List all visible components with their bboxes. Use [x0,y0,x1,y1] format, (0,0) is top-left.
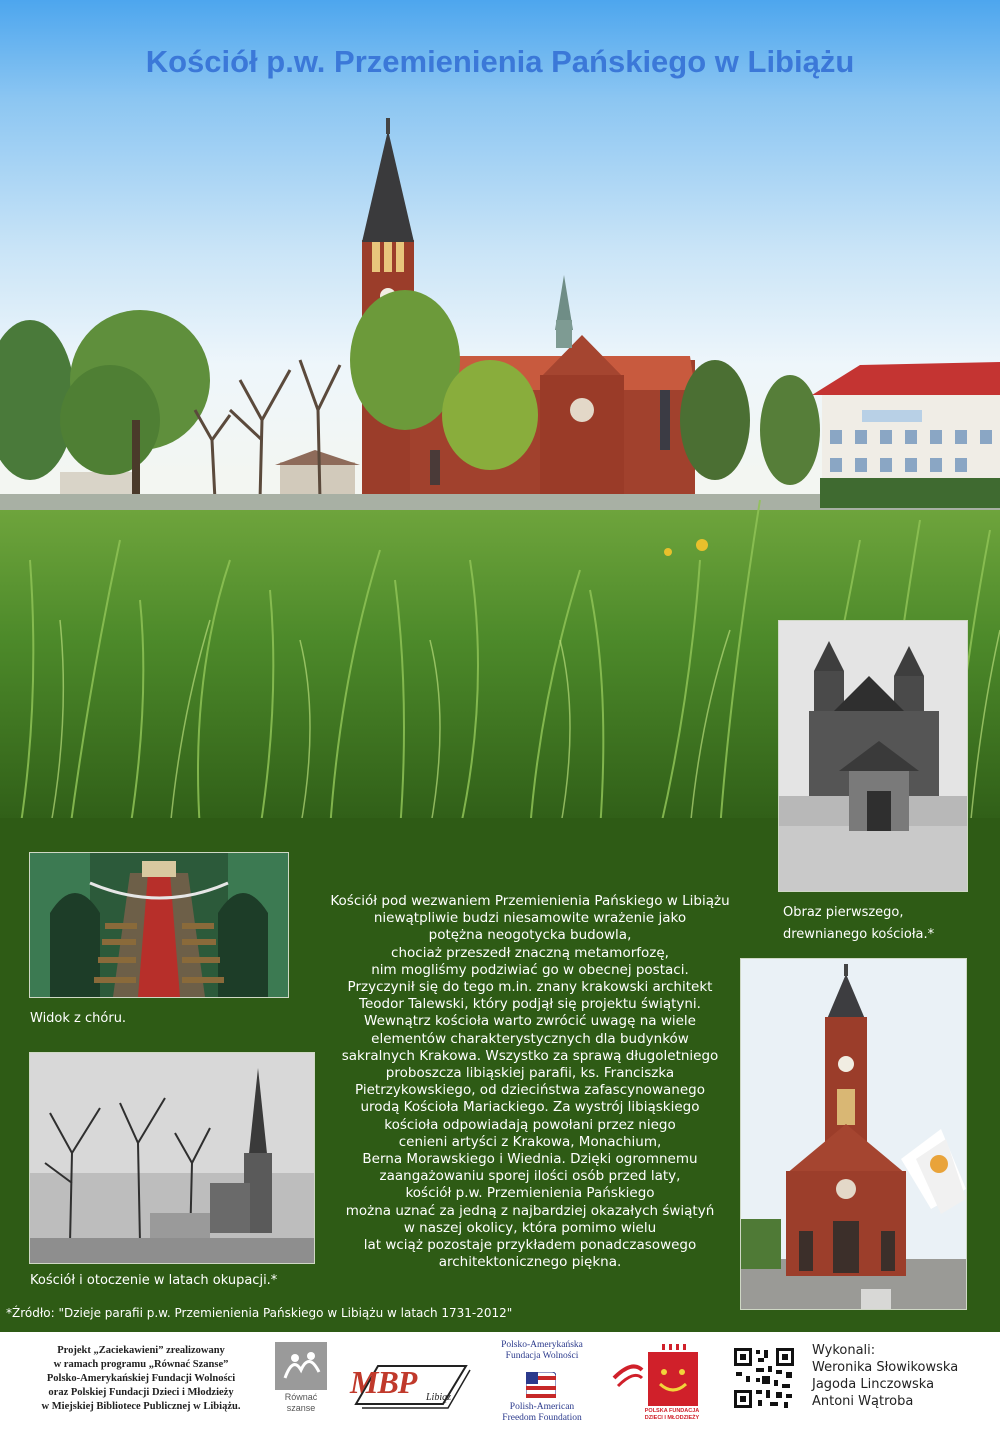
paff-pl-1: Polsko-Amerykańska [501,1340,583,1350]
main-text: Kościół pod wezwaniem Przemienienia Pańskiego w Libiążu niewątpliwie budzi niesamowite wrażenie jako potężna neogotycka budowla, chociaż przeszedł znaczną metamorfozę, nim mogliśmy podziwiać go w obecnej postaci. Przyczynił się do tego m.in. znany krakowski architekt Teodor Talewski, który podjął się projektu świątyni. Wewnątrz kościoła warto zwrócić uwagę na wiele elementów charakterystycznych dla budynków sakralnych Krakowa. Wszystko za sprawą długoletniego proboszcza libiąskiej parafii, ks. Franciszka Pietrzykowskiego, od dzieciństwa zafascynowanego urodą Kościoła Mariackiego. Za wystrój libiąskiego kościoła odpowiadają powołani przez niego cenieni artyści z Krakowa, Monachium, Berna Morawskiego i Wiednia. Dzięki ogromnemu zaangażowaniu sporej ilości osób przed laty, kościół p.w. Przemienienia Pańskiego można uznać za jedną z najbardziej okazałych świątyń w naszej okolicy, która pomimo wielu lat wciąż pozostaje przykładem ponadczasowego architektonicznego piękna. [330,893,730,1271]
photo-interior-choir [29,852,289,998]
qr-code[interactable] [732,1346,796,1410]
authors-block [812,1342,958,1410]
qr-code-icon [732,1346,796,1410]
project-info: Projekt „Zaciekawieni” zrealizowany w ramach programu „Równać Szanse” Polsko-Amerykańskiej Fundacji Wolności oraz Polskiej Fundacji Dzieci i Młodzieży w Miejskiej Bibliotece Publicznej w Libiążu. [41,1345,241,1412]
mbp-text: MBP [350,1364,417,1400]
author-2: Jagoda Linczowska [812,1377,935,1392]
rownac-szanse-logo [275,1342,327,1420]
flag-icon [526,1372,556,1398]
caption-choir: Widok z chóru. [30,1011,127,1026]
source-note: *Źródło: "Dzieje parafii p.w. Przemienienia Pańskiego w Libiążu w latach 1731-2012" [6,1306,513,1320]
caption-wooden-church-1: Obraz pierwszego, [783,905,904,920]
authors-label: Wykonali: [812,1343,876,1358]
footer [0,1332,1000,1429]
mbp-subtext: Libiąż [426,1392,452,1403]
rownac-label-1: Równać [284,1392,318,1402]
rownac-label-2: szanse [286,1403,316,1413]
photo-occupation [29,1052,315,1264]
author-1: Weronika Słowikowska [812,1360,959,1375]
pfdim-text-1: POLSKA FUNDACJA [644,1408,700,1414]
photo-wooden-church [778,620,968,892]
page-title: Kościół p.w. Przemienienia Pańskiego w Libiążu [145,44,855,79]
author-3: Antoni Wątroba [812,1394,914,1409]
paff-logo [486,1340,598,1426]
pfdim-text-2: DZIECI I MŁODZIEŻY [644,1415,700,1421]
pfdim-logo [612,1342,704,1426]
rownac-szanse-icon [275,1342,327,1390]
caption-wooden-church-2: drewnianego kościoła.* [783,927,935,942]
smile-icon [612,1342,704,1408]
paff-pl-2: Fundacja Wolności [505,1351,579,1361]
paff-en-1: Polish-American [509,1402,575,1412]
mbp-libiaz-logo [348,1346,473,1416]
paff-en-2: Freedom Foundation [502,1413,582,1423]
caption-occupation: Kościół i otoczenie w latach okupacji.* [30,1273,278,1288]
photo-church-today [740,958,967,1310]
